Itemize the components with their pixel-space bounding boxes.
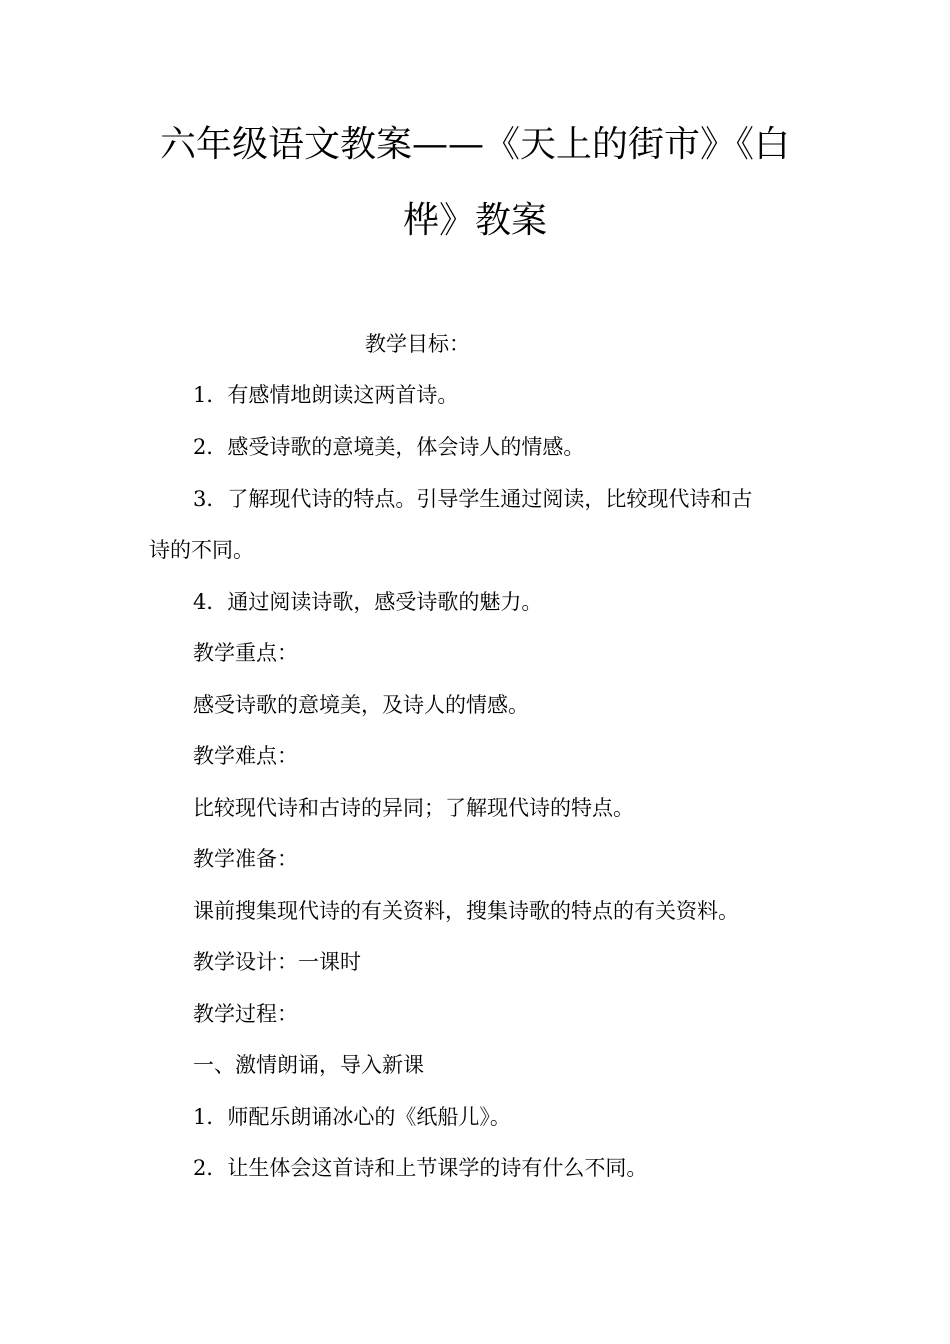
paragraph: 诗的不同。 <box>149 538 254 562</box>
paragraph: 比较现代诗和古诗的异同；了解现代诗的特点。 <box>193 796 634 820</box>
section-heading-key-points: 教学重点： <box>193 641 298 665</box>
document-title-line-2: 桦》教案 <box>402 200 547 241</box>
document-title-line-1: 六年级语文教案——《天上的街市》《白 <box>159 124 790 165</box>
section-heading-preparation: 教学准备： <box>193 847 298 871</box>
paragraph: 4．通过阅读诗歌，感受诗歌的魅力。 <box>193 590 543 614</box>
section-heading-process: 教学过程： <box>193 1002 298 1026</box>
paragraph: 3．了解现代诗的特点。引导学生通过阅读，比较现代诗和古 <box>193 487 753 511</box>
paragraph: 感受诗歌的意境美，及诗人的情感。 <box>193 693 529 717</box>
paragraph: 课前搜集现代诗的有关资料，搜集诗歌的特点的有关资料。 <box>193 899 739 923</box>
paragraph: 2．感受诗歌的意境美，体会诗人的情感。 <box>193 435 585 459</box>
paragraph: 一、激情朗诵，导入新课 <box>193 1053 424 1077</box>
section-heading-design: 教学设计：一课时 <box>193 950 361 974</box>
section-heading-difficulties: 教学难点： <box>193 744 298 768</box>
paragraph: 1．有感情地朗读这两首诗。 <box>193 383 459 407</box>
section-heading-teaching-goals: 教学目标： <box>365 332 470 356</box>
paragraph: 1．师配乐朗诵冰心的《纸船儿》。 <box>193 1105 511 1129</box>
paragraph: 2．让生体会这首诗和上节课学的诗有什么不同。 <box>193 1156 648 1180</box>
